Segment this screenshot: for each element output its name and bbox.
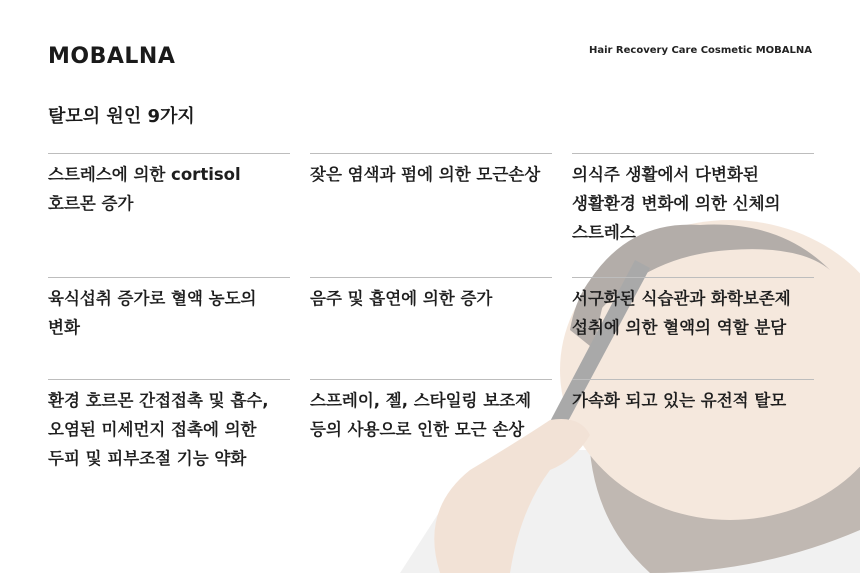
cause-item [572,153,814,277]
cause-text-line: 서구화된 식습관과 화학보존제 [572,289,791,308]
cause-text-line: 변화 [48,318,80,337]
brand-tagline: Hair Recovery Care Cosmetic MOBALNA [588,45,812,56]
cause-text-line: 등의 사용으로 인한 모근 손상 [310,420,525,439]
cause-text-line: 스프레이, 젤, 스타일링 보조제 [310,391,532,410]
cause-text-line: 호르몬 증가 [48,194,134,213]
cause-item [48,277,290,379]
cause-text-line: 환경 호르몬 간접접촉 및 흡수, [48,391,269,410]
cause-text-line: 육식섭취 증가로 혈액 농도의 [48,289,257,308]
cause-text-line: 잦은 염색과 펌에 의한 모근손상 [310,165,541,184]
cause-item [572,379,814,509]
cause-item [310,153,552,277]
cause-text-line: 생활환경 변화에 의한 신체의 [572,194,781,213]
cause-text-line: 두피 및 피부조절 기능 약화 [48,449,247,468]
cause-text-line: 섭취에 의한 혈액의 역할 분담 [572,318,787,337]
cause-item [48,379,290,509]
cause-text-line: 가속화 되고 있는 유전적 탈모 [572,391,787,410]
cause-text-line: 의식주 생활에서 다변화된 [572,165,759,184]
cause-item [310,379,552,509]
page-title: 탈모의 원인 9가지 [48,106,195,127]
cause-item [572,277,814,379]
brand-logo: MOBALNA [48,44,176,69]
cause-item [48,153,290,277]
cause-item [310,277,552,379]
causes-grid [48,153,814,509]
cause-text-line: 오염된 미세먼지 접촉에 의한 [48,420,257,439]
cause-text-line: 음주 및 흡연에 의한 증가 [310,289,493,308]
cause-text-line: 스트레스 [572,223,636,242]
cause-text-line: 스트레스에 의한 cortisol [48,165,241,184]
